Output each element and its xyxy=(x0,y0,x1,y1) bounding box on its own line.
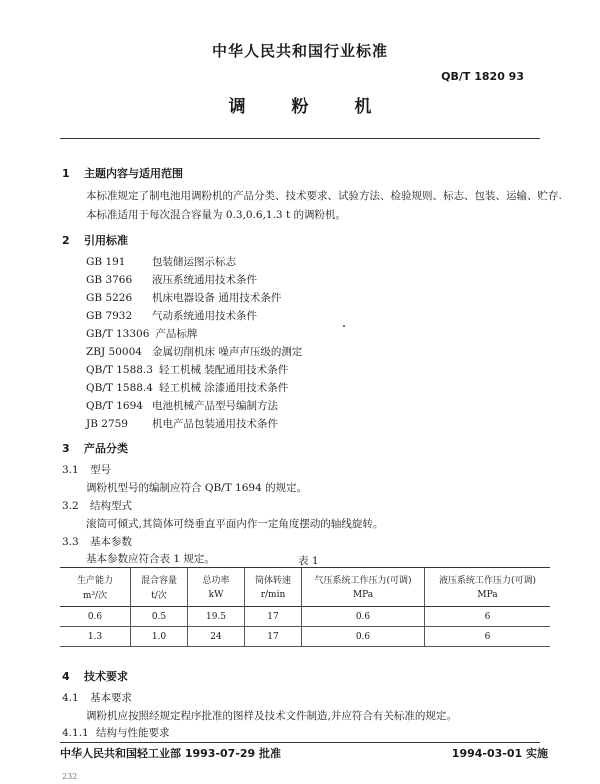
effective-date: 1994-03-01 实施 xyxy=(451,747,548,760)
reference-name: 产品标牌 xyxy=(155,328,198,340)
reference-name: 包装储运图示标志 xyxy=(152,256,236,268)
subsection-3-3-text: 基本参数应符合表 1 规定。 xyxy=(86,553,215,565)
reference-name: 液压系统通用技术条件 xyxy=(152,274,257,286)
reference-item xyxy=(86,254,236,269)
section-title: 产品分类 xyxy=(84,442,128,455)
table-cell: 24 xyxy=(188,627,245,647)
table-cell: 19.5 xyxy=(188,607,245,627)
table-header-cell: 筒体转速 xyxy=(245,568,302,587)
table-unit-cell: MPa xyxy=(425,586,551,607)
document-title xyxy=(0,92,600,117)
section-1-heading xyxy=(62,165,183,181)
reference-code: GB 191 xyxy=(86,256,126,268)
reference-item xyxy=(86,326,197,341)
reference-item xyxy=(86,398,278,413)
standard-code: QB/T 1820 93 xyxy=(441,70,524,83)
table-header-cell: 生产能力 xyxy=(60,568,131,587)
subsection-3-2-heading xyxy=(62,498,132,513)
subsection-number: 3.1 xyxy=(62,464,79,476)
subsection-3-1-heading xyxy=(62,462,111,477)
reference-item xyxy=(86,308,257,323)
doc-title-char: 机 xyxy=(354,97,372,117)
table-caption: 表 1 xyxy=(298,555,319,567)
section-4-heading xyxy=(62,668,128,684)
reference-name: 轻工机械 涂漆通用技术条件 xyxy=(158,382,289,394)
subsection-3-1-text: 调粉机型号的编制应符合 QB/T 1694 的规定。 xyxy=(86,482,308,494)
table-unit-cell: t/次 xyxy=(131,586,188,607)
section-number: 2 xyxy=(62,234,70,247)
table-header-cell: 总功率 xyxy=(188,568,245,587)
reference-name: 电池机械产品型号编制方法 xyxy=(152,400,278,412)
table-header-cell: 液压系统工作压力(可调) xyxy=(425,568,551,587)
reference-code: QB/T 1588.3 xyxy=(86,364,153,376)
reference-name: 机床电器设备 通用技术条件 xyxy=(152,292,282,304)
section-1-paragraph-2: 本标准适用于每次混合容量为 0.3,0.6,1.3 t 的调粉机。 xyxy=(86,209,347,221)
subsection-number: 3.3 xyxy=(62,536,79,548)
reference-name: 轻工机械 装配通用技术条件 xyxy=(158,364,289,376)
section-number: 1 xyxy=(62,167,70,180)
subsection-title: 结构与性能要求 xyxy=(96,727,170,739)
table-cell: 17 xyxy=(245,607,302,627)
page-number: 232 xyxy=(62,772,78,781)
reference-code: GB 5226 xyxy=(86,292,133,304)
subsection-number: 3.2 xyxy=(62,500,79,512)
reference-code: ZBJ 50004 xyxy=(86,346,142,358)
reference-item xyxy=(86,362,288,377)
reference-name: 机电产品包装通用技术条件 xyxy=(152,418,278,430)
section-2-heading xyxy=(62,232,128,248)
section-1-paragraph-1: 本标准规定了制电池用调粉机的产品分类、技术要求、试验方法、检验规则、标志、包装、运输、贮存. xyxy=(86,190,562,202)
table-cell: 6 xyxy=(425,627,551,647)
table-cell: 0.6 xyxy=(302,627,425,647)
section-number: 4 xyxy=(62,670,70,683)
table-unit-cell: m³/次 xyxy=(60,586,131,607)
subsection-3-2-text: 滚筒可倾式,其筒体可绕垂直平面内作一定角度摆动的轴线旋转。 xyxy=(86,518,384,530)
reference-item xyxy=(86,344,302,359)
header-divider xyxy=(60,138,540,139)
table-row xyxy=(60,607,550,627)
subsection-title: 基本要求 xyxy=(90,692,132,704)
table-cell: 17 xyxy=(245,627,302,647)
subsection-4-1-1-heading xyxy=(62,725,170,740)
stray-mark xyxy=(343,325,345,327)
reference-code: GB 7932 xyxy=(86,310,133,322)
subsection-number: 4.1.1 xyxy=(62,727,89,739)
reference-name: 气动系统通用技术条件 xyxy=(152,310,257,322)
reference-item xyxy=(86,290,281,305)
table-cell: 1.0 xyxy=(131,627,188,647)
section-number: 3 xyxy=(62,442,70,455)
table-unit-cell: r/min xyxy=(245,586,302,607)
reference-code: GB/T 13306 xyxy=(86,328,150,340)
parameter-table xyxy=(60,567,550,647)
subsection-4-1-text: 调粉机应按照经规定程序批准的图样及技术文件制造,并应符合有关标准的规定。 xyxy=(86,710,457,722)
subsection-title: 型号 xyxy=(90,464,111,476)
section-3-heading xyxy=(62,440,128,456)
subsection-4-1-heading xyxy=(62,690,132,705)
table-unit-row xyxy=(60,586,550,607)
table-header-cell: 气压系统工作压力(可调) xyxy=(302,568,425,587)
reference-code: GB 3766 xyxy=(86,274,133,286)
table-cell: 0.6 xyxy=(302,607,425,627)
table-header-row xyxy=(60,568,550,587)
reference-item xyxy=(86,272,257,287)
reference-code: JB 2759 xyxy=(86,418,128,430)
doc-title-char: 粉 xyxy=(291,97,309,117)
table-unit-cell: kW xyxy=(188,586,245,607)
reference-code: QB/T 1694 xyxy=(86,400,143,412)
table-cell: 0.5 xyxy=(131,607,188,627)
subsection-title: 结构型式 xyxy=(90,500,132,512)
section-title: 引用标准 xyxy=(84,234,128,247)
approval-text: 中华人民共和国轻工业部 1993-07-29 批准 xyxy=(60,747,282,760)
reference-code: QB/T 1588.4 xyxy=(86,382,153,394)
table-unit-cell: MPa xyxy=(302,586,425,607)
table-cell: 6 xyxy=(425,607,551,627)
reference-item xyxy=(86,416,278,431)
subsection-number: 4.1 xyxy=(62,692,79,704)
table-header-cell: 混合容量 xyxy=(131,568,188,587)
table-row xyxy=(60,627,550,647)
doc-title-char: 调 xyxy=(228,97,246,117)
standard-title: 中华人民共和国行业标准 xyxy=(211,42,388,60)
subsection-3-3-heading xyxy=(62,534,132,549)
reference-item xyxy=(86,380,288,395)
section-title: 技术要求 xyxy=(84,670,128,683)
table-cell: 0.6 xyxy=(60,607,131,627)
section-title: 主题内容与适用范围 xyxy=(84,167,183,180)
reference-name: 金属切削机床 噪声声压级的测定 xyxy=(152,346,303,358)
footer-divider xyxy=(60,742,540,743)
subsection-title: 基本参数 xyxy=(90,536,132,548)
table-cell: 1.3 xyxy=(60,627,131,647)
